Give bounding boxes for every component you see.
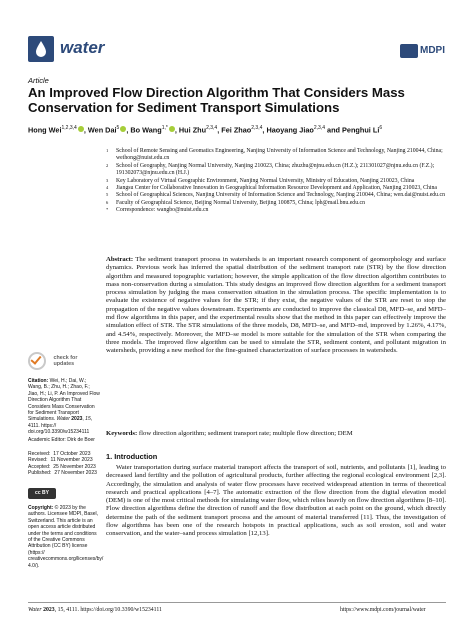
article-type: Article (28, 76, 49, 85)
check-updates-line-1: check for (53, 355, 78, 361)
publisher-name: MDPI (420, 45, 445, 57)
author-name[interactable]: Wen Dai (87, 125, 117, 135)
date-label: Received: (28, 451, 51, 457)
keywords (106, 430, 446, 438)
keywords-text: flow direction algorithm; sediment transport rate; multiple flow direction; DEM (138, 430, 353, 437)
date-label: Accepted: (28, 463, 51, 470)
author-name[interactable]: Hong Wei (28, 125, 62, 135)
affiliation-text: Faculty of Geographical Science, Beijing Normal University, Beijing 100875, China; lph@mail.bnu.edu.cn (116, 199, 366, 206)
copyright-text: © 2023 by the authors. Licensee MDPI, Basel, Switzerland. This article is an open access article distributed under the terms and conditions of the Creative Commons Attribution (CC BY) license (https:// creativecommons.org/licenses/by/ 4.0/). (28, 505, 104, 569)
footer-year: 2023 (43, 607, 55, 613)
section-heading: 1. Introduction (106, 452, 158, 461)
introduction-body: Water transportation during surface material transport affects the transport of soil, nutrients, and pollutants [1], leading to decreased land fertility and the pollution of agricultural products, further affecting the regional ecological environment [2,3]. Accordingly, the simulation and analysis of water flow processes have received widespread attention in terms of theoretical research and practical applications [4–7]. The automatic extraction of the flow direction from the digital elevation model (DEM) is one of the most critical methods for simulating water flow, which relies heavily on flow direction algorithms [8–10]. Flow direction algorithms define the direction of runoff and the flow distribution at each point on the ground, which directly determine the path of the sediment transport process and the amount of material transferred [11]. Thus, the investigation of flow algorithms has been one of the research hotspots in practical applications, such as soil erosion, soil and water conservation, and the water–sand process simulation [12,13]. (106, 464, 446, 538)
abstract (106, 256, 446, 356)
date-value: 25 November 2023 (53, 463, 96, 470)
copyright-block (28, 505, 104, 569)
affiliation-number: 3 (106, 177, 109, 183)
author-name[interactable]: Penghui Li (342, 125, 380, 135)
cc-by-license-icon[interactable]: cc BY (28, 488, 56, 499)
publication-dates (28, 451, 100, 477)
author-separator: , (262, 125, 267, 135)
editor-name: Dirk de Boer (67, 437, 95, 443)
affiliation-text: Correspondence: wangbo@nuist.edu.cn (116, 207, 209, 214)
affiliation-text: School of Geography, Nanjing Normal University, Nanjing 210023, China; zhuzhu@njnu.edu.cn (H.Z.); 211301027@njnu.edu.cn (F.Z.); 191302073@njnu.edu.cn (H.J.) (116, 162, 435, 177)
date-value: 27 November 2023 (54, 470, 97, 477)
copyright-label: Copyright: (28, 505, 54, 511)
page-title: An Improved Flow Direction Algorithm That Considers Mass Conservation for Sediment Transport Simulations (28, 85, 405, 115)
author-name[interactable]: Haoyang Jiao (266, 125, 314, 135)
date-value: 17 October 2023 (53, 451, 91, 457)
footer-citation (28, 607, 162, 613)
date-value: 11 November 2023 (50, 457, 93, 464)
abstract-label: Abstract: (106, 256, 134, 263)
affiliation-number: 5 (106, 192, 109, 198)
citation-label: Citation: (28, 378, 49, 384)
affiliation-item (106, 178, 446, 185)
author-name[interactable]: Hui Zhu (178, 125, 207, 135)
affiliation-item (106, 148, 446, 163)
footer-website-link[interactable]: https://www.mdpi.com/journal/water (340, 607, 426, 613)
author-list (28, 123, 448, 135)
citation-year: 2023 (71, 416, 83, 423)
affiliation-item (106, 163, 446, 178)
citation-block: Citation: Wei, H.; Dai, W.; Wang, B.; Zhu, H.; Zhao, F.; Jiao, H.; Li, P. An Improved Flow Direction Algorithm That Considers Mass Conservation for Sediment Transport Simulations. Water 2023, 15, 4111. https:// doi.org/10.3390/w15234111 (28, 378, 100, 436)
footer-journal: Water (28, 607, 42, 613)
author-separator: , (126, 125, 131, 135)
author-affiliation-marker: 2,3,4 (313, 125, 326, 131)
author-affiliation-marker: 2,3,4 (251, 125, 263, 131)
academic-editor (28, 437, 100, 443)
citation-doi[interactable]: , 4111. https:// doi.org/10.3390/w15234111 (28, 416, 93, 436)
publisher-logo (400, 42, 445, 60)
author-affiliation-marker: 6 (379, 125, 383, 131)
citation-journal: Water (56, 416, 70, 423)
author-name[interactable]: Fei Zhao (221, 125, 252, 135)
affiliation-item (106, 192, 446, 199)
author-affiliation-marker: 5 (116, 125, 120, 131)
mdpi-logo-icon (400, 44, 418, 58)
abstract-text: The sediment transport process in watersheds is an important research component of geomorphology and surface dynamics. Previous work has inferred the spatial distribution of the sediment transport rate (STR) by the flow direction algorithm and measured topographic variation; however, the simple application of the flow direction algorithm contributes to mass non-conservation during a simulation. This study designs an improved flow direction algorithm for a sediment transport process simulation by judging the mass conservation situation in the simulation process. The specific implementation is to evaluate the existence of negative values for the STR; if they exist, the negative values of the STR are reset to stop the propagation of the negative values downstream. Experiments are conducted to improve the classical D8, MFD–se, and MFD–md flow algorithms in this paper, and the experimental results show that the method in this paper can effectively improve the simulation effect of STR. The STR simulations of the three models, D8, MFD–se, and MFD–md, improved by 1.26%, 4.17%, and 4.54%, respectively. Moreover, the MFD–se model is more suitable for the simulation of the STR when comparing the three models. The improved flow algorithm can be used to simulate the STR, sediment content, and pollutant migration in watersheds, providing a new method for the fine-grained characterization of surface processes in watersheds. (106, 256, 446, 355)
affiliation-item (106, 200, 446, 207)
affiliation-number: 4 (106, 185, 109, 191)
citation-text: Wei, H.; Dai, W.; Wang, B.; Zhu, H.; Zhao, F.; Jiao, H.; Li, P. An Improved Flow Direction Algorithm That Considers Mass Conservation for Sediment Transport Simulations. (28, 378, 100, 423)
author-affiliation-marker: 2,3,4 (206, 125, 218, 131)
author-name[interactable]: Bo Wang (130, 125, 162, 135)
citation-volume: 15 (85, 416, 91, 423)
footer-divider (28, 602, 446, 603)
affiliation-text: Key Laboratory of Virtual Geographic Environment, Nanjing Normal University, Ministry of Education, Nanjing 210023, China (116, 177, 415, 184)
check-updates-label (53, 355, 77, 367)
affiliation-item (106, 207, 446, 214)
date-label: Published: (28, 470, 52, 477)
footer-doi[interactable]: , 15, 4111. https://doi.org/10.3390/w15234111 (54, 607, 162, 613)
keywords-label: Keywords: (106, 430, 138, 437)
author-affiliation-marker: 1,* (161, 125, 168, 131)
check-updates-line-2: updates (53, 361, 75, 367)
author-separator: , (174, 125, 179, 135)
affiliation-text: Jiangsu Center for Collaborative Innovation in Geographical Information Resource Development and Application, Nanjing 210023, China (116, 185, 438, 192)
check-for-updates-button[interactable] (28, 352, 77, 370)
author-separator: , (217, 125, 222, 135)
affiliation-text: School of Remote Sensing and Geomatics Engineering, Nanjing University of Information Science and Technology, Nanjing 210044, China; weihong@nuist.edu.cn (116, 148, 443, 162)
check-updates-icon (28, 352, 46, 370)
affiliation-text: School of Geographical Sciences, Nanjing University of Information Science and Technology, Nanjing 210044, China; wen.dai@nuist.edu.cn (116, 192, 445, 199)
author-separator: , (83, 125, 88, 135)
affiliation-list (106, 148, 446, 215)
water-drop-icon (28, 36, 54, 62)
editor-label: Academic Editor: (28, 437, 66, 443)
affiliation-number: 6 (106, 199, 109, 205)
affiliation-number: 2 (106, 162, 109, 168)
author-affiliation-marker: 1,2,3,4 (61, 125, 77, 131)
date-label: Revised: (28, 457, 48, 464)
journal-name: water (60, 38, 105, 57)
author-separator: and (325, 125, 343, 135)
date-row (28, 470, 100, 476)
affiliation-number: 1 (106, 148, 109, 153)
affiliation-number: * (106, 207, 109, 213)
